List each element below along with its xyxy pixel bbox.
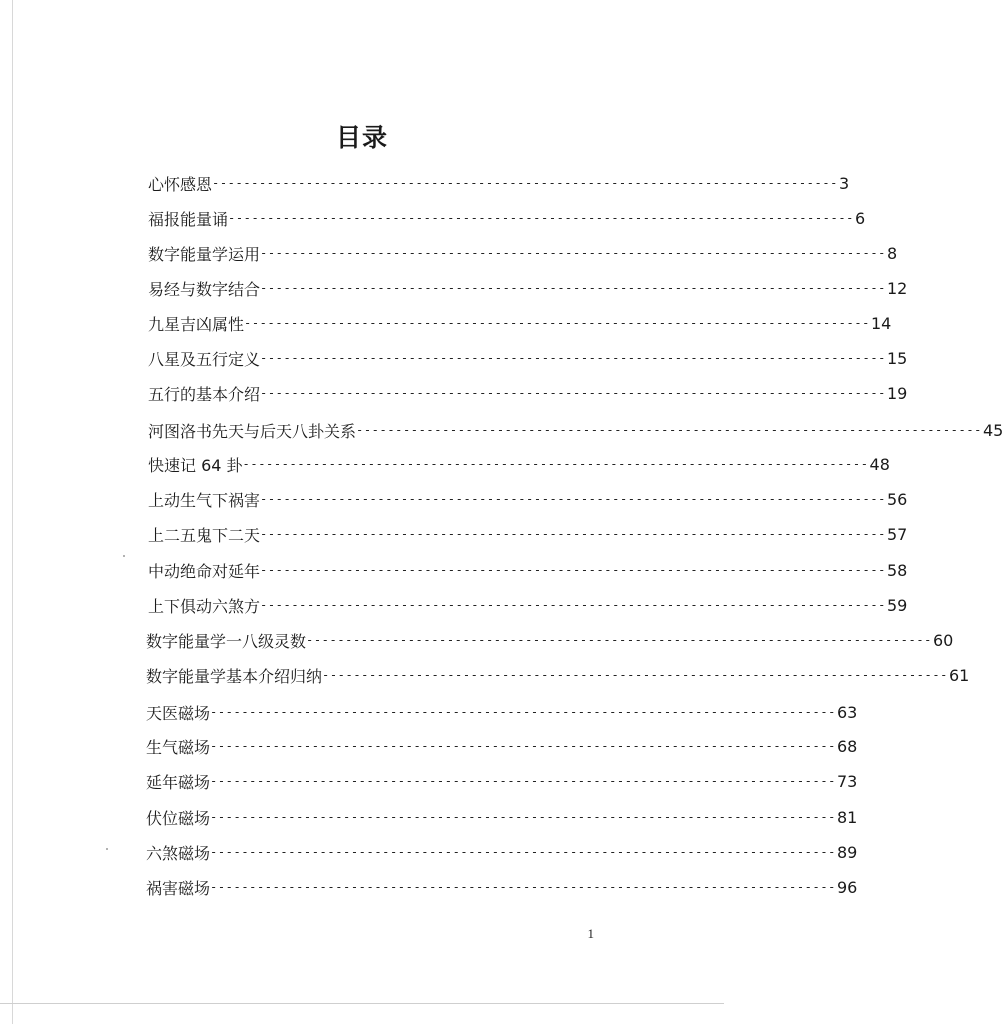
toc-entry — [148, 171, 850, 195]
dot-leader: -------------------------------------------------------------------------------- — [228, 211, 854, 225]
page-number: 1 — [587, 926, 594, 941]
dot-leader: -------------------------------------------------------------------------------- — [210, 810, 836, 824]
toc-entry — [146, 840, 858, 864]
toc-entry — [146, 734, 858, 758]
toc-entry-label: 六煞磁场 — [146, 843, 211, 863]
dot-leader: -------------------------------------------------------------------------------- — [244, 316, 870, 330]
toc-entry-page-number: 19 — [886, 383, 908, 403]
toc-entry-label: 伏位磁场 — [146, 808, 211, 828]
page-title: 目录 — [335, 123, 388, 152]
dot-leader: -------------------------------------------------------------------------------- — [260, 386, 886, 400]
dot-leader: -------------------------------------------------------------------------------- — [356, 423, 982, 437]
toc-entry-label: 上二五鬼下二天 — [148, 525, 261, 545]
toc-entry-page-number: 8 — [886, 243, 898, 263]
toc-entry — [148, 418, 1003, 442]
toc-entry-page-number: 60 — [932, 630, 954, 650]
toc-entry-label: 福报能量诵 — [148, 209, 229, 229]
toc-entry — [146, 805, 858, 829]
dot-leader: -------------------------------------------------------------------------------- — [210, 845, 836, 859]
toc-entry — [146, 700, 858, 724]
toc-entry-label: 延年磁场 — [146, 772, 211, 792]
toc-entry — [148, 487, 908, 511]
toc-entry — [148, 558, 908, 582]
toc-entry-label: 九星吉凶属性 — [148, 314, 245, 334]
toc-entry — [148, 206, 866, 230]
toc-entry-page-number: 45 — [982, 420, 1003, 440]
toc-entry — [148, 522, 908, 546]
toc-entry — [148, 346, 908, 370]
toc-entry-page-number: 81 — [836, 807, 858, 827]
toc-entry-page-number: 3 — [838, 173, 850, 193]
toc-entry — [148, 241, 898, 265]
toc-entry-label: 天医磁场 — [146, 703, 211, 723]
toc-entry — [148, 452, 890, 476]
dot-leader: -------------------------------------------------------------------------------- — [306, 633, 932, 647]
toc-entry-label: 数字能量学基本介绍归纳 — [146, 666, 323, 686]
toc-entry-label: 八星及五行定义 — [148, 349, 261, 369]
toc-entry — [148, 311, 892, 335]
toc-entry-label: 数字能量学运用 — [148, 244, 261, 264]
dot-leader: -------------------------------------------------------------------------------- — [322, 668, 948, 682]
toc-entry-page-number: 63 — [836, 702, 858, 722]
dot-leader: -------------------------------------------------------------------------------- — [242, 457, 869, 471]
dot-leader: -------------------------------------------------------------------------------- — [260, 246, 886, 260]
dot-leader: -------------------------------------------------------------------------------- — [210, 739, 836, 753]
dot-leader: -------------------------------------------------------------------------------- — [210, 774, 836, 788]
dot-leader: -------------------------------------------------------------------------------- — [260, 563, 886, 577]
toc-entry-label: 祸害磁场 — [146, 878, 211, 898]
dot-leader: -------------------------------------------------------------------------------- — [260, 598, 886, 612]
toc-entry — [146, 769, 858, 793]
toc-entry-label: 上下俱动六煞方 — [148, 596, 261, 616]
dot-leader: -------------------------------------------------------------------------------- — [212, 176, 838, 190]
toc-entry-page-number: 89 — [836, 842, 858, 862]
toc-entry-label: 快速记 64 卦 — [148, 455, 243, 475]
toc-entry-page-number: 48 — [869, 454, 890, 474]
dot-leader: -------------------------------------------------------------------------------- — [260, 527, 886, 541]
toc-entry — [146, 875, 858, 899]
toc-entry-page-number: 68 — [836, 736, 858, 756]
toc-entry-page-number: 12 — [886, 278, 908, 298]
toc-entry-label: 上动生气下祸害 — [148, 490, 261, 510]
toc-entry-page-number: 14 — [870, 313, 892, 333]
toc-entry-label: 心怀感恩 — [148, 174, 213, 194]
dot-leader: -------------------------------------------------------------------------------- — [260, 492, 886, 506]
toc-entry-page-number: 57 — [886, 524, 908, 544]
toc-entry-label: 数字能量学一八级灵数 — [146, 631, 307, 651]
toc-entry-page-number: 61 — [948, 665, 970, 685]
toc-entry — [148, 593, 908, 617]
toc-entry-page-number: 6 — [854, 208, 866, 228]
toc-entry-label: 河图洛书先天与后天八卦关系 — [148, 421, 357, 441]
toc-entry — [148, 276, 908, 300]
toc-entry-label: 易经与数字结合 — [148, 279, 261, 299]
toc-entry — [146, 663, 970, 687]
dot-leader: -------------------------------------------------------------------------------- — [210, 705, 836, 719]
toc-entry-page-number: 59 — [886, 595, 908, 615]
toc-entry — [148, 381, 908, 405]
toc-entry-page-number: 15 — [886, 348, 908, 368]
toc-entry-page-number: 58 — [886, 560, 908, 580]
toc-entry-label: 生气磁场 — [146, 737, 211, 757]
toc-entry-page-number: 73 — [836, 771, 858, 791]
toc-entry-label: 五行的基本介绍 — [148, 384, 261, 404]
toc-entry-page-number: 56 — [886, 489, 908, 509]
toc-entry — [146, 628, 954, 652]
dot-leader: -------------------------------------------------------------------------------- — [260, 351, 886, 365]
dot-leader: -------------------------------------------------------------------------------- — [210, 880, 836, 894]
toc-entry-page-number: 96 — [836, 877, 858, 897]
dot-leader: -------------------------------------------------------------------------------- — [260, 281, 886, 295]
toc-entry-label: 中动绝命对延年 — [148, 561, 261, 581]
